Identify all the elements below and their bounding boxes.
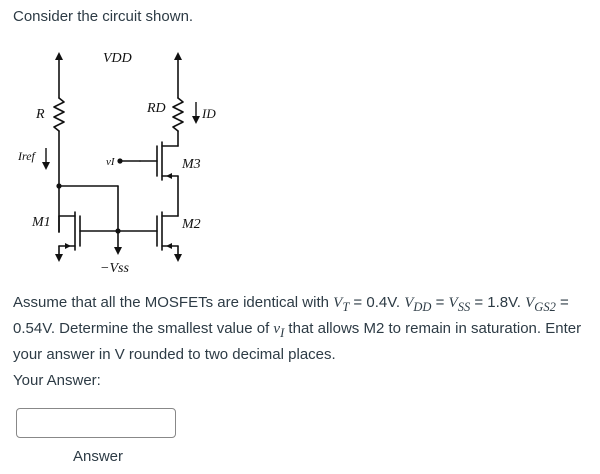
question-part: = 0.54V. Determine the smallest value of [13,294,569,337]
m2-label: M2 [182,217,201,232]
answer-caption: Answer [73,448,124,465]
your-answer-label: Your Answer: [13,372,101,389]
vi-symbol: v [273,321,281,337]
rd-label: RD [147,101,166,116]
vi-label: vI [106,156,115,168]
question-part: = 1.8V. [470,294,526,311]
vgs-symbol: V [525,295,535,311]
vdd-label: VDD [103,51,132,66]
vss-label: −Vss [100,261,129,276]
vdd-symbol: V [404,295,414,311]
m3-label: M3 [182,157,201,172]
circuit-diagram [0,36,300,286]
resistor-rd [173,98,183,131]
question-part: = [431,294,449,311]
iref-label: Iref [18,149,35,163]
id-label: ID [202,106,216,121]
vss-subscript: SS [457,300,471,314]
vt-subscript: T [342,300,350,314]
vss-symbol: V [448,295,458,311]
vt-symbol: V [333,295,343,311]
resistor-r [54,98,64,131]
vgs-subscript: GS2 [534,300,556,314]
vi-subscript: I [280,326,285,340]
vdd-subscript: DD [413,300,432,314]
answer-input[interactable] [16,408,176,438]
question-text [13,292,593,366]
m1-label: M1 [32,215,51,230]
question-part: Assume that all the MOSFETs are identical with [13,294,334,311]
question-part: that allows M2 to remain in saturation. Enter your answer in V rounded to two decimal places. [13,320,582,363]
r-label: R [36,107,45,122]
question-part: = 0.4V. [349,294,405,311]
prompt-text: Consider the circuit shown. [13,8,194,25]
